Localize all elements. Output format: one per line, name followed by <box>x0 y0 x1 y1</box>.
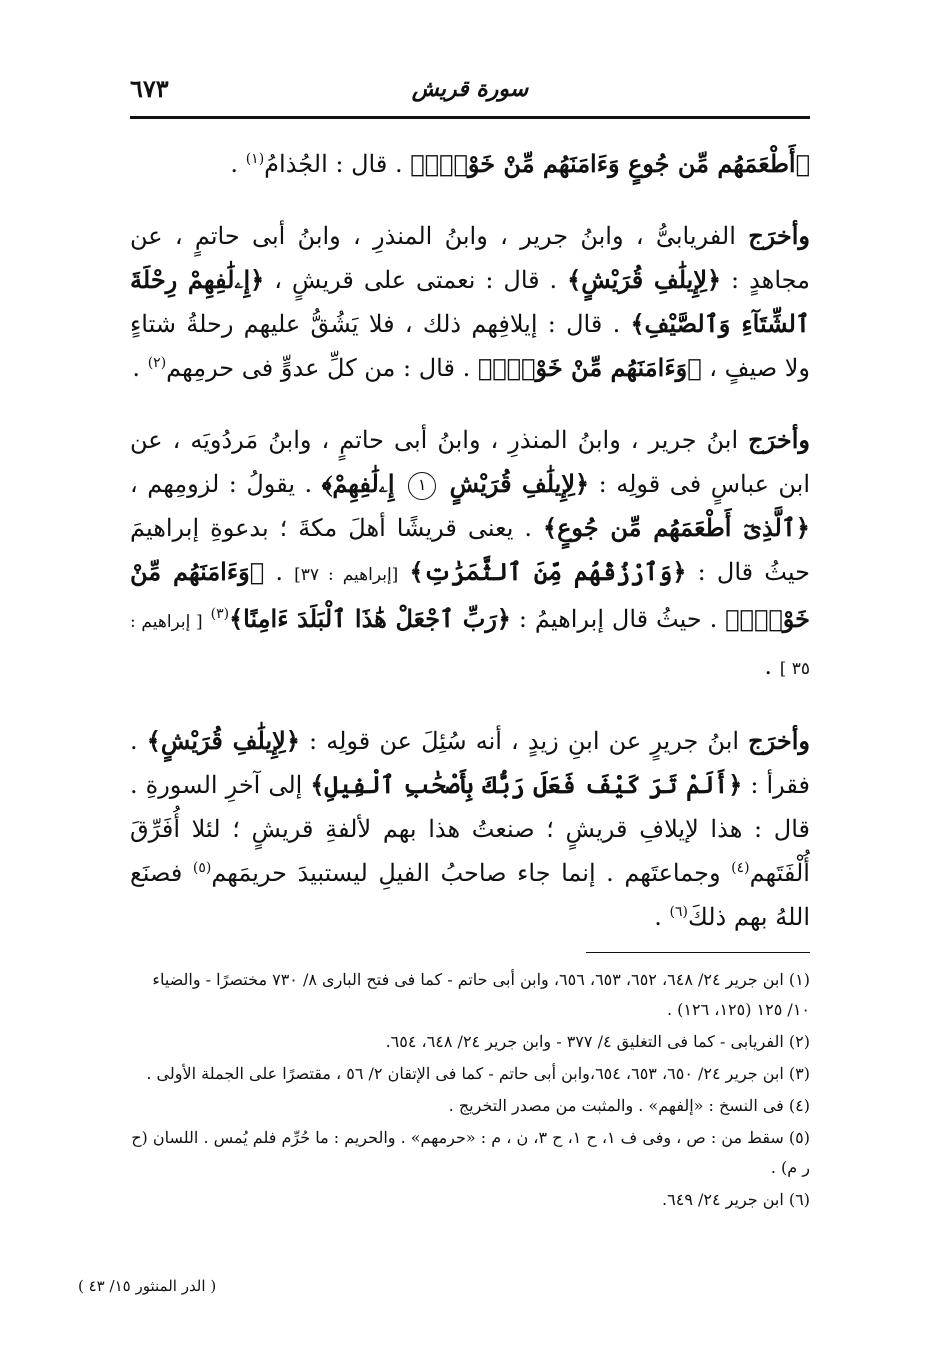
main-text <box>130 142 810 967</box>
verse-reference: [ إبراهيم : ٣٥ ] <box>130 612 810 679</box>
footnote-item: (٢) الفريابى - كما فى التغليق ٤/ ٣٧٧ - وابن جرير ٢٤/ ٦٤٨، ٦٥٤. <box>385 1032 810 1051</box>
footnote-marker: (٢) <box>147 355 167 371</box>
quran-quote: ﴿وَءَامَنَهُم مِّنْ خَوْفٍۭ﴾ <box>130 557 810 633</box>
footnote-marker: (٦) <box>669 904 688 920</box>
quran-quote: ﴿لِإِيلَٰفِ قُرَيْشٍ <box>449 469 590 498</box>
footnote-item: (١) ابن جرير ٢٤/ ٦٤٨، ٦٥٢، ٦٥٣، ٦٥٦، وابن أبى حاتم - كما فى فتح البارى ٨/ ٧٣٠ مختصرًا - والضياء ١٠/ ١٢٥ (١٢٥، ١٢٦) . <box>152 970 810 1019</box>
volume-reference: ( الدر المنثور ١٥/ ٤٣ ) <box>78 1277 217 1295</box>
sentence-end: . <box>230 150 239 178</box>
footnote-item: (٦) ابن جرير ٢٤/ ٦٤٩. <box>662 1190 810 1209</box>
paragraph-lead: وأخرَج <box>748 221 811 250</box>
paragraph-text: وجماعتَهم . إنما جاء صاحبُ الفيلِ ليستبيدَ حريمَهم <box>211 859 721 887</box>
paragraph-text: . يقولُ : لزومِهم ، <box>130 470 313 498</box>
paragraph-lead: وأخرَج <box>748 726 810 755</box>
quran-quote: إِۦلَٰفِهِمْ﴾ <box>321 469 395 498</box>
paragraph-text: . <box>275 558 283 586</box>
quran-quote: ﴿أَلَمْ تَرَ كَيْفَ فَعَلَ رَبُّكَ بِأَصْحَٰبِ ٱلْفِيلِ﴾ <box>310 770 743 799</box>
paragraph-text: . قال : من كلِّ عدوٍّ فى حرمِهم <box>166 354 471 382</box>
quran-quote: ﴿وَٱرْزُقْهُم مِّنَ ٱلثَّمَرَٰتِ﴾ <box>409 557 687 586</box>
footnote-marker: (٤) <box>731 860 750 876</box>
paragraph-4 <box>130 719 810 939</box>
quran-quote: ﴿لِإِيلَٰفِ قُرَيْشٍ﴾ <box>146 726 300 755</box>
quran-quote: ﴿ٱلَّذِىٓ أَطْعَمَهُم مِّن جُوعٍ﴾ <box>543 513 810 542</box>
paragraph-text: إلى آخرِ السورةِ . قال : هذا لإيلافِ قريشٍ ؛ صنعتُ هذا بهم لألفةِ قريشٍ ؛ لئلا أُفَرِّقَ أُلْفَتَهم <box>130 771 810 887</box>
surah-title: سورة قريش <box>411 76 529 102</box>
verse-reference: [إبراهيم : ٣٧] <box>294 565 399 585</box>
verse-number-marker: ١ <box>408 472 436 500</box>
sentence-end: . <box>132 354 141 382</box>
paragraph-text: . حيثُ قال إبراهيمُ : <box>518 605 718 633</box>
footnote-item: (٤) فى النسخ : «إلفهم» . والمثبت من مصدر التخريج . <box>448 1096 810 1115</box>
paragraph-text: . يعنى قريشًا أهلَ مكةَ ؛ بدعوةِ إبراهيمَ حيثُ قال : <box>130 514 810 586</box>
sentence-end: . <box>654 903 662 931</box>
footnote-item: (٥) سقط من : ص ، وفى ف ١، ح ١، ح ٣، ن ، م : «حرمهم» . والحريم : ما حُرِّم فلم يُمس . اللسان (ح ر م) . <box>131 1128 810 1177</box>
paragraph-lead: وأخرَج <box>748 425 810 454</box>
paragraph-text: . فقرأ : <box>130 727 810 799</box>
quran-quote: ﴿وَءَامَنَهُم مِّنْ خَوْفٍۭ﴾ <box>477 353 702 382</box>
paragraph-text: ابنُ جريرٍ عن ابنِ زيدٍ ، أنه سُئِلَ عن قولِه : <box>309 727 740 755</box>
header-rule <box>130 116 810 119</box>
footnotes <box>130 965 810 1217</box>
quran-quote: ﴿لِإِيلَٰفِ قُرَيْشٍ﴾ <box>567 265 722 294</box>
paragraph-text: ابنُ جرير ، وابنُ المنذرِ ، وابنُ أبى حاتمٍ ، وابنُ مَردُويَه ، عن ابن عباسٍ فى قولِه : <box>130 426 811 498</box>
page-number: ٦٧٣ <box>130 74 169 103</box>
paragraph-text: فصنَع اللهُ بهم ذلكَ <box>130 859 810 931</box>
paragraph-text: . قال : إيلافِهم ذلك ، فلا يَشُقُّ عليهم رحلةُ شتاءٍ ولا صيفٍ ، <box>130 310 810 382</box>
quran-quote: ﴿رَبِّ ٱجْعَلْ هَٰذَا ٱلْبَلَدَ ءَامِنًا﴾ <box>229 604 511 633</box>
footnote-rule <box>586 952 810 953</box>
paragraph-text: الفريابىُّ ، وابنُ جرير ، وابنُ المنذرِ ، وابنُ أبى حاتمٍ ، عن مجاهدٍ : <box>130 222 810 294</box>
sentence-end: . <box>764 652 773 680</box>
paragraph-2 <box>130 214 810 390</box>
page-header <box>130 68 810 108</box>
paragraph-text: . قال : نعمتى على قريشٍ ، <box>274 266 558 294</box>
footnote-marker: (٥) <box>192 860 212 876</box>
quran-quote: ﴿أَطْعَمَهُم مِّن جُوعٍ وَءَامَنَهُم مِّنْ خَوْفٍۭ﴾ <box>410 149 810 178</box>
paragraph-3 <box>130 418 810 691</box>
footnote-marker: (١) <box>245 151 265 167</box>
footnote-marker: (٣) <box>210 606 230 622</box>
footnote-item: (٣) ابن جرير ٢٤/ ٦٥٠، ٦٥٣، ٦٥٤،وابن أبى حاتم - كما فى الإتقان ٢/ ٥٦ ، مقتصرًا على الجملة الأولى . <box>146 1064 810 1083</box>
paragraph-1 <box>130 142 810 186</box>
paragraph-text: . قال : الجُذامُ <box>264 150 403 178</box>
quran-quote: ﴿إِۦلَٰفِهِمْ رِحْلَةَ ٱلشِّتَآءِ وَٱلصَّيْفِ﴾ <box>130 265 810 338</box>
